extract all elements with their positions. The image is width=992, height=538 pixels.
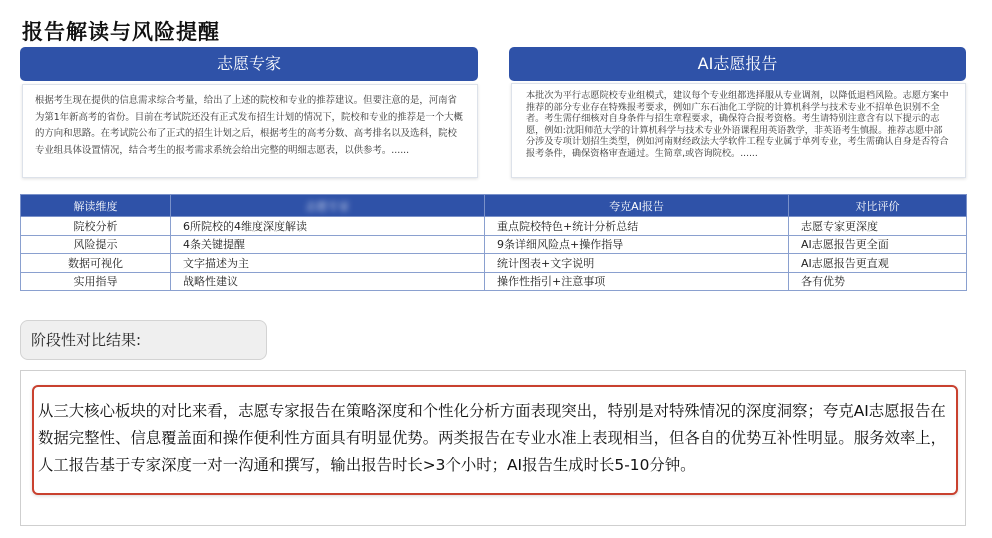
table-header-row bbox=[21, 195, 967, 217]
table-cell: 战略性建议 bbox=[171, 272, 485, 291]
table-row bbox=[21, 272, 967, 291]
table-cell: 风险提示 bbox=[21, 235, 171, 254]
table-cell: 数据可视化 bbox=[21, 254, 171, 273]
table-cell: 院校分析 bbox=[21, 217, 171, 236]
table-cell: 6所院校的4维度深度解读 bbox=[171, 217, 485, 236]
table-cell: 操作性指引+注意事项 bbox=[485, 272, 789, 291]
expert-panel-header: 志愿专家 bbox=[20, 47, 478, 81]
table-cell: 文字描述为主 bbox=[171, 254, 485, 273]
ai-panel-body: 本批次为平行志愿院校专业组模式，建议每个专业组都选择服从专业调剂，以降低退档风险。志愿方案中推荐的部分专业存在特殊报考要求，例如广东石油化工学院的计算机科学与技术专业不招单色识别不全者。考生需仔细核对自身条件与招生章程要求，确保符合报考资格。考生请特别注意含有以下提示的志愿，例如:沈阳师范大学的计算机科学与技术专业外语课程用英语教学，非英语考生慎报。推荐志愿中部分涉及专项计划招生类型，例如河南财经政法大学软件工程专业属于单列专业，考生需确认自身是否符合报考条件，确保资格审查通过。生简章,或咨询院校。...... bbox=[511, 83, 966, 178]
table-cell: 9条详细风险点+操作指导 bbox=[485, 235, 789, 254]
table-cell: 统计图表+文字说明 bbox=[485, 254, 789, 273]
table-header-expert bbox=[171, 195, 485, 217]
ai-panel-header: AI志愿报告 bbox=[509, 47, 966, 81]
table-cell: 各有优势 bbox=[789, 272, 967, 291]
table-cell: AI志愿报告更直观 bbox=[789, 254, 967, 273]
table-cell: AI志愿报告更全面 bbox=[789, 235, 967, 254]
table-row bbox=[21, 254, 967, 273]
table-header-expert-label: 志愿专家 bbox=[305, 199, 350, 213]
table-cell: 重点院校特色+统计分析总结 bbox=[485, 217, 789, 236]
table-cell: 实用指导 bbox=[21, 272, 171, 291]
comparison-table bbox=[20, 194, 967, 291]
conclusion-text: 从三大核心板块的对比来看，志愿专家报告在策略深度和个性化分析方面表现突出，特别是对特殊情况的深度洞察；夸克AI志愿报告在数据完整性、信息覆盖面和操作便利性方面具有明显优势。两类报告在专业水准上表现相当，但各自的优势互补性明显。服务效率上，人工报告基于专家深度一对一沟通和撰写，输出报告时长>3个小时；AI报告生成时长5-10分钟。 bbox=[32, 385, 958, 495]
table-cell: 4条关键提醒 bbox=[171, 235, 485, 254]
table-row bbox=[21, 217, 967, 236]
table-row bbox=[21, 235, 967, 254]
table-header-ai: 夸克AI报告 bbox=[485, 195, 789, 217]
page-title: 报告解读与风险提醒 bbox=[22, 20, 220, 44]
table-header-evaluation: 对比评价 bbox=[789, 195, 967, 217]
table-cell: 志愿专家更深度 bbox=[789, 217, 967, 236]
table-header-dimension: 解读维度 bbox=[21, 195, 171, 217]
stage-result-label: 阶段性对比结果: bbox=[20, 320, 267, 360]
expert-panel-body: 根据考生现在提供的信息需求综合考量，给出了上述的院校和专业的推荐建议。但要注意的是，河南省为第1年新高考的省份。目前在考试院还没有正式发布招生计划的情况下，院校和专业的推荐是一个大概的方向和思路。在考试院公布了正式的招生计划之后，根据考生的高考分数、高考排名以及选科，院校专业组具体设置情况，结合考生的报考需求系统会给出完整的明细志愿表，以供参考。...... bbox=[22, 84, 478, 178]
